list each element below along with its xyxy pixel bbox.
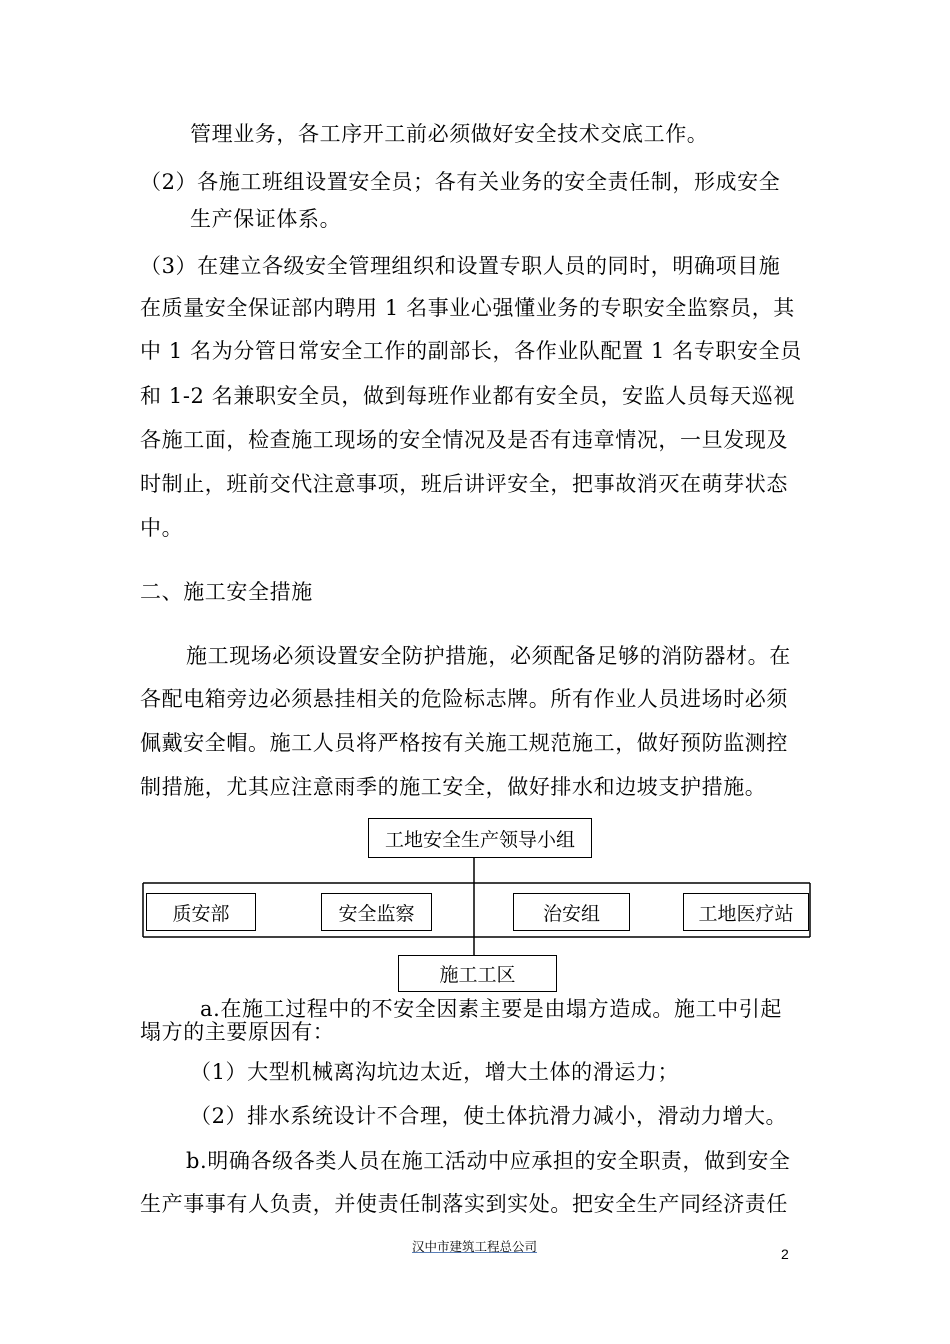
page-number: 2 xyxy=(781,1246,789,1262)
text-line: 时制止，班前交代注意事项，班后讲评安全，把事故消灭在萌芽状态 xyxy=(140,472,788,496)
text-line: 中。 xyxy=(140,516,184,540)
text-line: 佩戴安全帽。施工人员将严格按有关施工规范施工，做好预防监测控 xyxy=(140,731,788,755)
text-line: 在质量安全保证部内聘用 1 名事业心强懂业务的专职安全监察员，其 xyxy=(140,296,795,320)
text-line: 各配电箱旁边必须悬挂相关的危险标志牌。所有作业人员进场时必须 xyxy=(140,687,788,711)
org-node-unit: 治安组 xyxy=(513,893,630,931)
org-node-leadership: 工地安全生产领导小组 xyxy=(368,818,592,858)
text-line: b.明确各级各类人员在施工活动中应承担的安全职责，做到安全 xyxy=(186,1149,791,1173)
text-line: 管理业务，各工序开工前必须做好安全技术交底工作。 xyxy=(190,122,709,146)
section-heading: 二、施工安全措施 xyxy=(140,580,313,604)
text-line: （2）排水系统设计不合理，使土体抗滑力减小，滑动力增大。 xyxy=(190,1104,788,1128)
text-line: 塌方的主要原因有： xyxy=(140,1020,335,1044)
text-line: （1）大型机械离沟坑边太近，增大土体的滑运力； xyxy=(190,1060,680,1084)
footer-company-name: 汉中市建筑工程总公司 xyxy=(412,1239,538,1254)
text-line: （3）在建立各级安全管理组织和设置专职人员的同时，明确项目施 xyxy=(140,254,781,278)
text-line: 各施工面，检查施工现场的安全情况及是否有违章情况，一旦发现及 xyxy=(140,428,788,452)
org-node-unit: 安全监察 xyxy=(321,893,432,931)
text-line: 制措施，尤其应注意雨季的施工安全，做好排水和边坡支护措施。 xyxy=(140,775,767,799)
org-node-unit: 质安部 xyxy=(146,893,256,931)
text-line: 施工现场必须设置安全防护措施，必须配备足够的消防器材。在 xyxy=(186,644,791,668)
text-line: （2）各施工班组设置安全员；各有关业务的安全责任制，形成安全 xyxy=(140,170,781,194)
text-line: 生产保证体系。 xyxy=(190,207,342,231)
text-line: 生产事事有人负责，并使责任制落实到实处。把安全生产同经济责任 xyxy=(140,1192,788,1216)
text-line: a.在施工过程中的不安全因素主要是由塌方造成。施工中引起 xyxy=(200,997,782,1021)
org-node-unit: 工地医疗站 xyxy=(683,893,809,931)
text-line: 中 1 名为分管日常安全工作的副部长，各作业队配置 1 名专职安全员 xyxy=(140,339,802,363)
org-node-work-area: 施工工区 xyxy=(398,955,557,992)
text-line: 和 1-2 名兼职安全员，做到每班作业都有安全员，安监人员每天巡视 xyxy=(140,384,795,408)
